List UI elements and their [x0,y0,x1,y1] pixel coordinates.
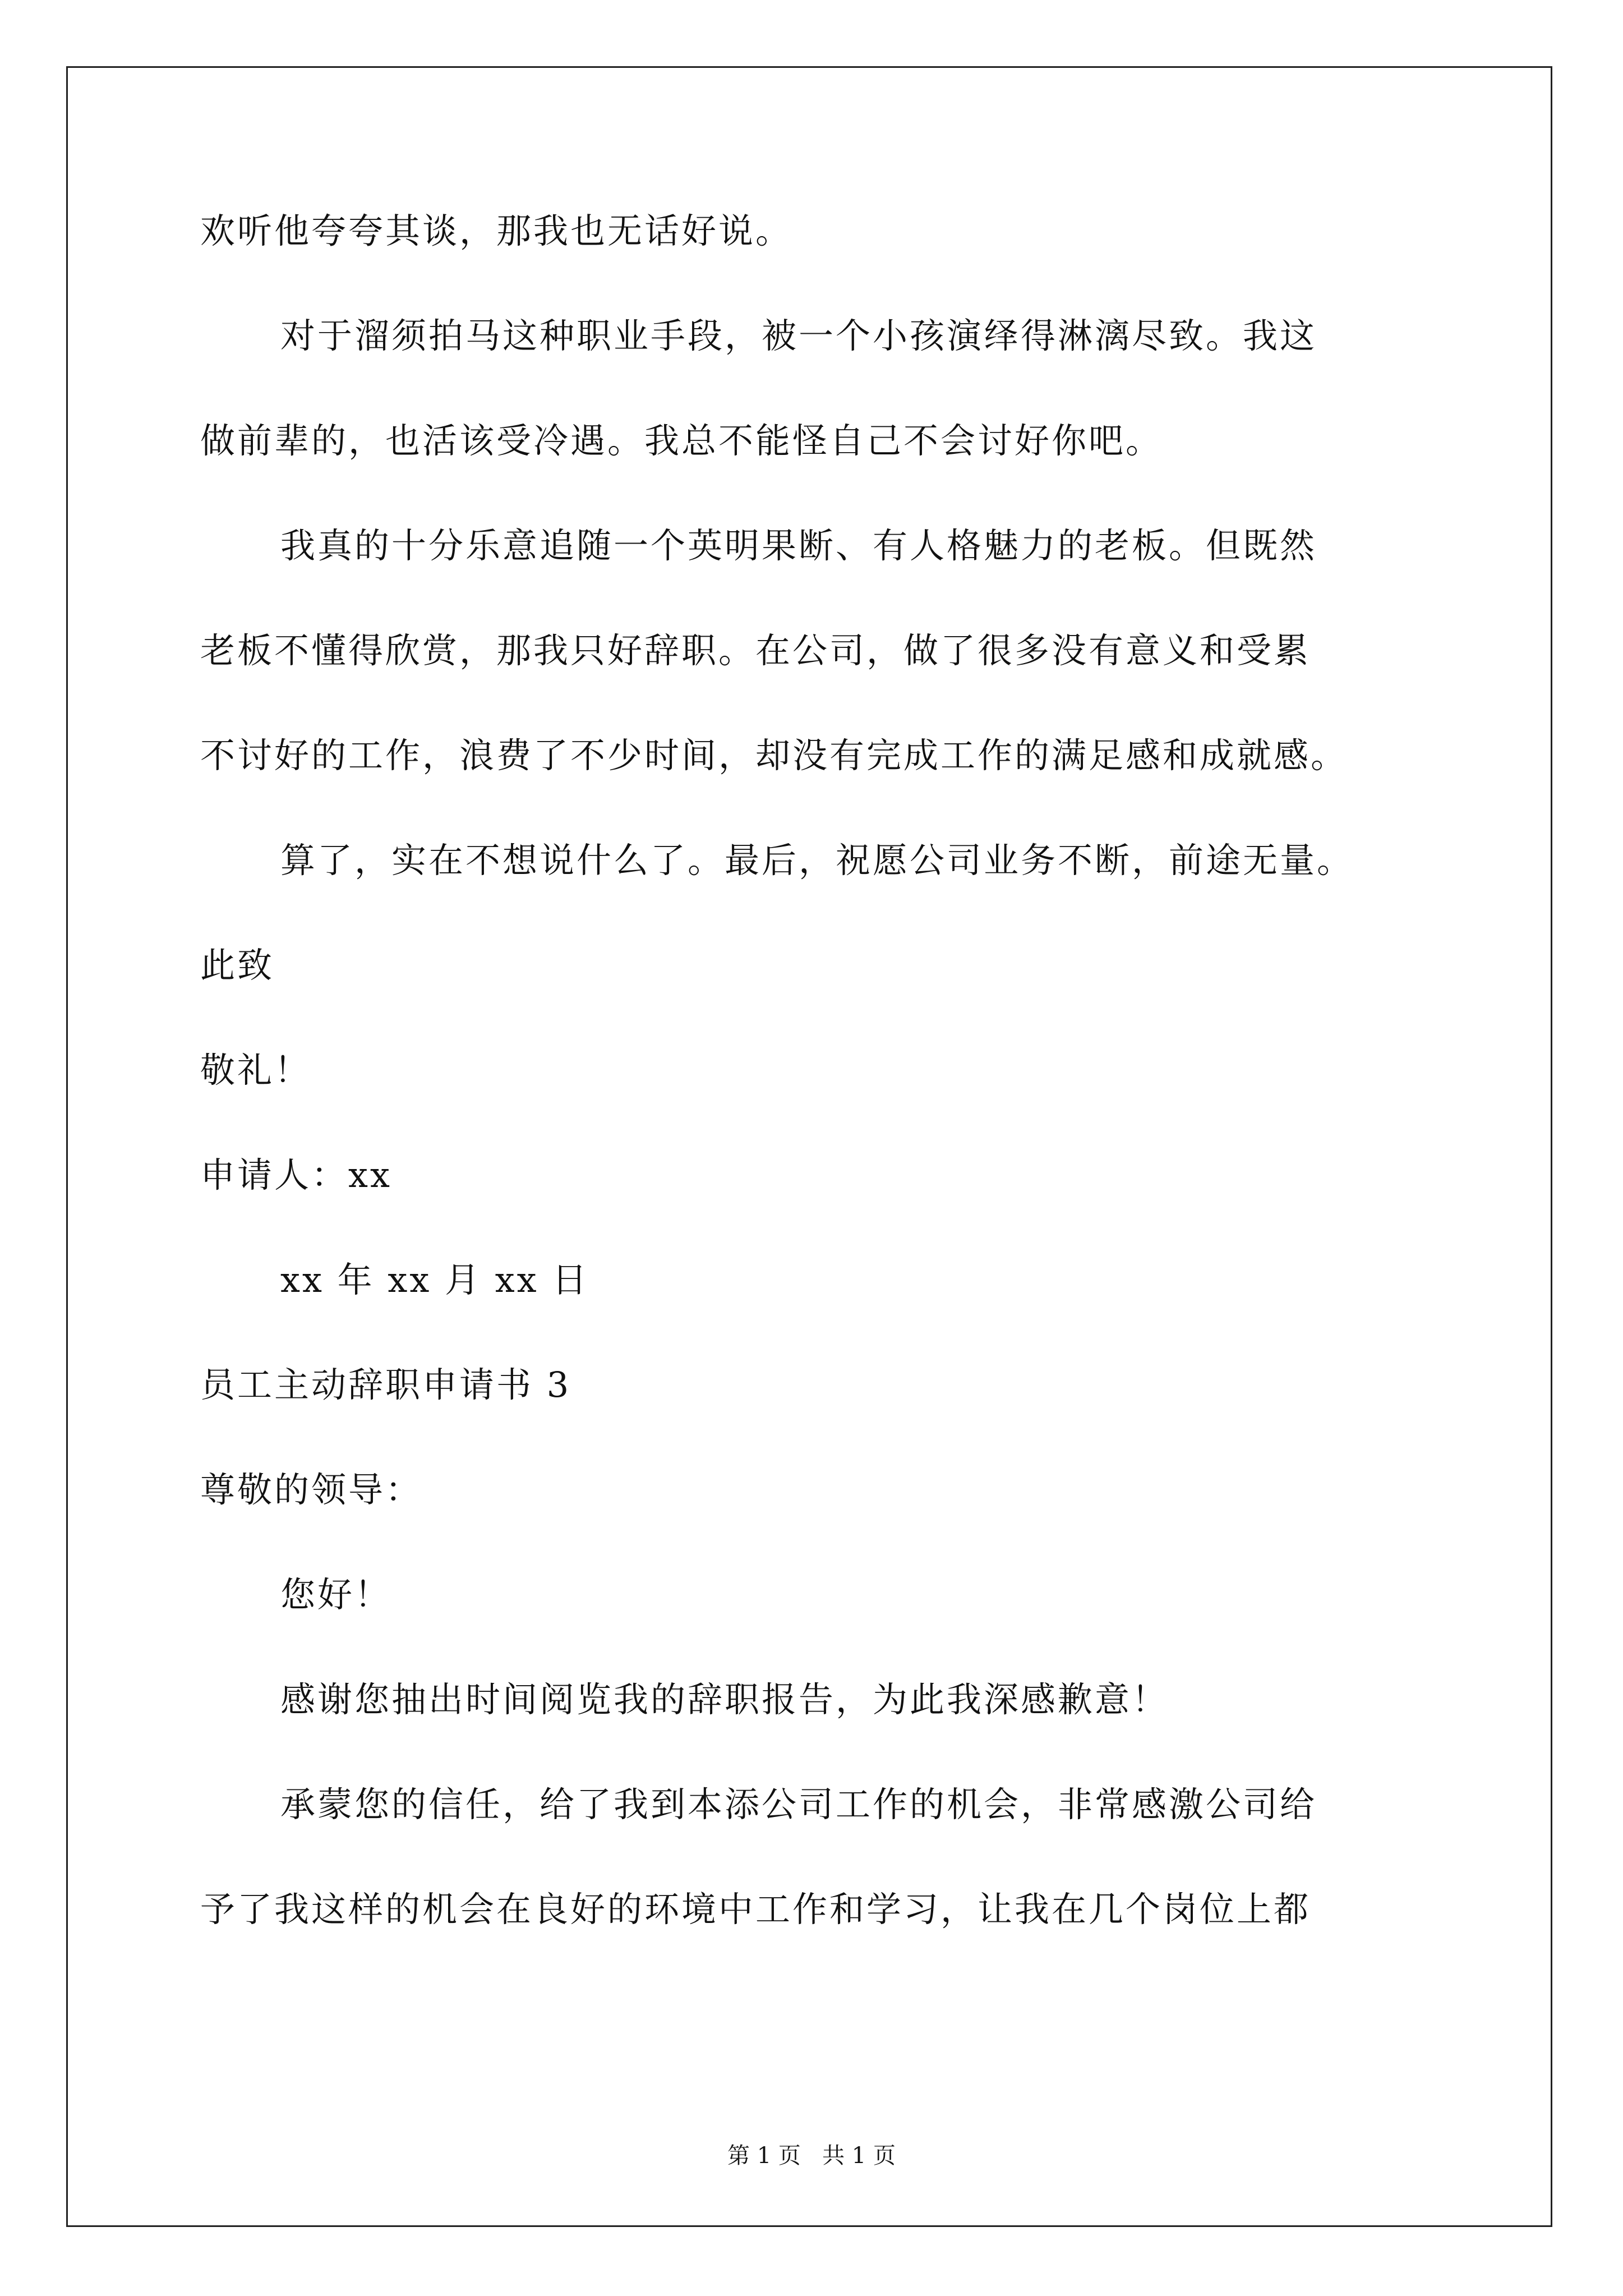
body-line-6: 不讨好的工作，浪费了不少时间，却没有完成工作的满足感和成就感。 [200,735,1348,776]
body-line-1: 欢听他夸夸其谈，那我也无话好说。 [200,210,793,251]
closing-regards: 敬礼！ [200,1050,312,1091]
applicant-line: 申请人：xx [200,1154,392,1195]
body-line-15: 感谢您抽出时间阅览我的辞职报告，为此我深感歉意！ [280,1679,1169,1720]
date-line: xx 年 xx 月 xx 日 [280,1259,589,1300]
body-line-17: 予了我这样的机会在良好的环境中工作和学习，让我在几个岗位上都 [200,1889,1311,1930]
body-line-16: 承蒙您的信任，给了我到本添公司工作的机会，非常感激公司给 [280,1784,1317,1825]
body-line-4: 我真的十分乐意追随一个英明果断、有人格魅力的老板。但既然 [280,525,1317,566]
hello-line: 您好！ [280,1574,392,1615]
section-title: 员工主动辞职申请书 3 [200,1364,571,1405]
body-line-7: 算了，实在不想说什么了。最后，祝愿公司业务不断，前途无量。 [280,840,1354,881]
greeting-line: 尊敬的领导： [200,1469,423,1510]
body-line-5: 老板不懂得欣赏，那我只好辞职。在公司，做了很多没有意义和受累 [200,630,1311,671]
body-line-3: 做前辈的，也活该受冷遇。我总不能怪自己不会讨好你吧。 [200,420,1163,461]
page-footer: 第 1 页 共 1 页 [727,2143,896,2169]
closing-salutation: 此致 [200,945,275,986]
body-line-2: 对于溜须拍马这种职业手段，被一个小孩演绎得淋漓尽致。我这 [280,315,1317,356]
